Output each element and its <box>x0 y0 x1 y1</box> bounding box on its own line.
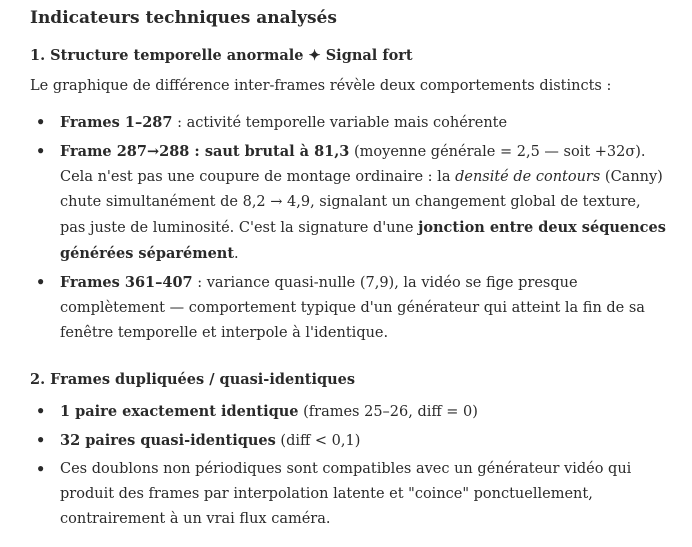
list-item <box>30 110 670 136</box>
list-item <box>30 139 670 267</box>
document-title: Indicateurs techniques analysés <box>30 8 337 28</box>
bullet: • <box>36 432 46 449</box>
item-bold: Frames 361–407 <box>60 274 193 291</box>
section1-intro: Le graphique de différence inter-frames révèle deux comportements distincts : <box>30 78 612 94</box>
bullet: • <box>36 461 46 478</box>
bullet: • <box>36 143 46 160</box>
bullet: • <box>36 114 46 131</box>
item-text: (Canny) chute simultanément de 8,2 → 4,9, signalant un changement global de texture, pas juste de luminosité. C'est la signature d'une <box>60 169 663 236</box>
item-text: . <box>234 246 239 262</box>
item-text: : variance quasi-nulle (7,9), la vidéo se fige presque complètement — comportement typique d'un générateur qui atteint la fin de sa fenêtre temporelle et interpole à l'identique. <box>60 275 645 341</box>
bullet: • <box>36 403 46 420</box>
item-bold: Frames 1–287 <box>60 114 173 131</box>
list-item <box>30 270 670 346</box>
bullet: • <box>36 274 46 291</box>
item-text: Ces doublons non périodiques sont compatibles avec un générateur vidéo qui produit des frames par interpolation latente et "coince" ponctuellement, contrairement à un vrai flux caméra. <box>60 461 632 527</box>
section2-list <box>30 399 670 535</box>
list-item <box>30 428 670 454</box>
item-text: (diff < 0,1) <box>275 433 361 449</box>
item-bold: Frame 287→288 : saut brutal à 81,3 <box>60 143 350 160</box>
item-text: (frames 25–26, diff = 0) <box>298 404 478 420</box>
item-italic: densité de contours <box>455 169 601 185</box>
list-item <box>30 399 670 425</box>
section2-heading: 2. Frames dupliquées / quasi-identiques <box>30 371 356 388</box>
item-text: : activité temporelle variable mais cohérente <box>172 115 508 131</box>
section1-heading: 1. Structure temporelle anormale ✦ Signal fort <box>30 47 413 64</box>
list-item <box>30 457 670 532</box>
section1-list <box>30 110 670 349</box>
item-text: (moyenne générale = 2,5 — soit +32σ). Cela n'est pas une coupure de montage ordinaire : la <box>60 144 646 185</box>
item-bold: 32 paires quasi-identiques <box>60 432 276 449</box>
item-bold: 1 paire exactement identique <box>60 403 299 420</box>
item-bold: jonction entre deux séquences générées séparément <box>60 219 666 262</box>
